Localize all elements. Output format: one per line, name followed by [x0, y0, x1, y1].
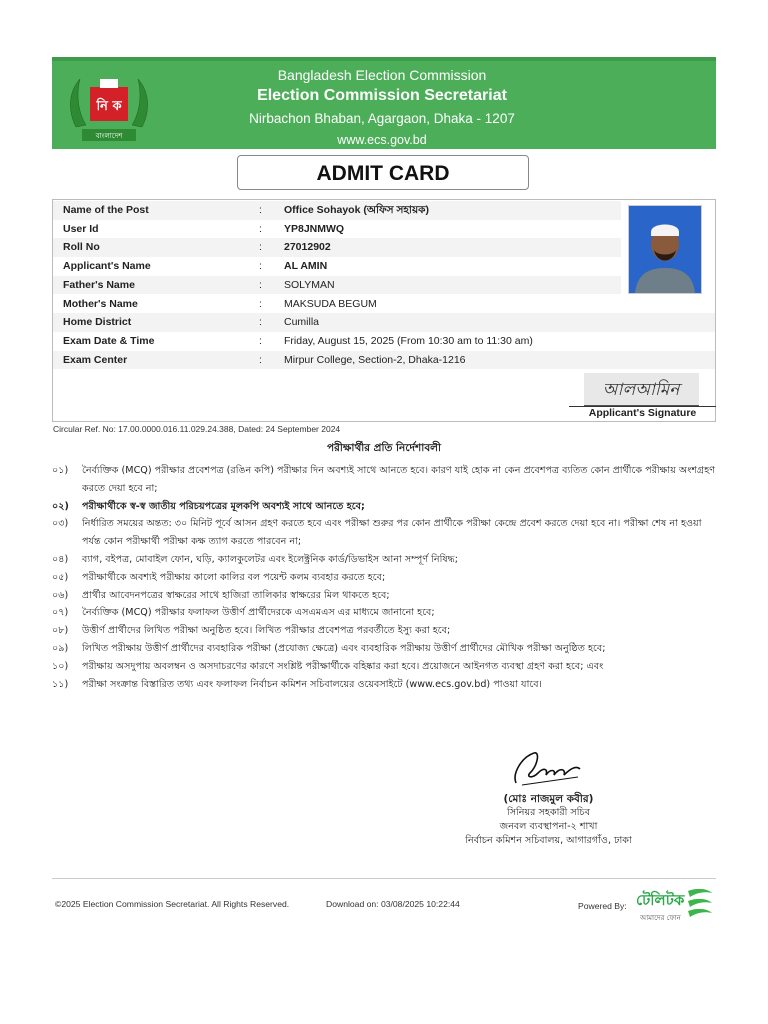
- info-row: [53, 313, 715, 332]
- info-colon: :: [259, 260, 262, 273]
- svg-text:আলআমিন: আলআমিন: [602, 380, 680, 400]
- info-row: [53, 220, 621, 239]
- teletalk-wordmark: টেলিটক: [636, 891, 685, 909]
- info-value: SOLYMAN: [284, 278, 335, 291]
- info-colon: :: [259, 278, 262, 291]
- instruction-item: [52, 587, 718, 605]
- info-colon: :: [259, 316, 262, 329]
- instruction-item: [52, 676, 718, 694]
- info-colon: :: [259, 297, 262, 310]
- instructions-title: পরীক্ষার্থীর প্রতি নির্দেশাবলী: [326, 442, 441, 454]
- authority-branch: জনবল ব্যবস্থাপনা-২ শাখা: [499, 821, 598, 832]
- info-label: Exam Date & Time: [63, 334, 155, 347]
- info-value: MAKSUDA BEGUM: [284, 297, 377, 310]
- instruction-text: নৈর্ব্যক্তিক (MCQ) পরীক্ষার ফলাফল উত্তীর্ণ প্রার্থীদেরকে এসএমএস এর মাধ্যমে জানানো হবে;: [82, 607, 435, 619]
- teletalk-icon: [684, 885, 714, 921]
- header-line-website: www.ecs.gov.bd: [337, 133, 427, 147]
- footer-download-time: Download on: 03/08/2025 10:22:44: [326, 899, 460, 909]
- info-row: [53, 238, 621, 257]
- authority-designation: সিনিয়র সহকারী সচিব: [506, 807, 591, 818]
- instruction-item: [52, 658, 718, 676]
- info-row: [53, 332, 715, 351]
- admit-card-title: ADMIT CARD: [237, 155, 529, 190]
- info-colon: :: [259, 334, 262, 347]
- info-value: 27012902: [284, 241, 331, 254]
- info-value: YP8JNMWQ: [284, 222, 345, 235]
- instruction-item: [52, 604, 718, 622]
- info-label: Name of the Post: [63, 204, 149, 216]
- info-value: Mirpur College, Section-2, Dhaka-1216: [284, 353, 466, 366]
- instruction-text: পরীক্ষায় অসদুপায় অবলম্বন ও অসদাচরণের কারণে সংশ্লিষ্ট পরীক্ষার্থীকে বহিষ্কার করা হবে। প্রয়োজনে আইনগত ব্যবস্থা গ্রহণ করা হবে; এবং: [82, 660, 604, 672]
- header-line-commission: Bangladesh Election Commission: [277, 67, 487, 83]
- instruction-item: [52, 498, 718, 516]
- applicant-info-panel: [52, 199, 716, 422]
- applicant-signature-image: [584, 373, 699, 406]
- instruction-text: ব্যাগ, বইপত্র, মোবাইল ফোন, ঘড়ি, ক্যালকুলেটর এবং ইলেক্ট্রনিক কার্ড/ডিভাইস আনা সম্পূর্ণ নিষিদ্ধ;: [82, 553, 458, 565]
- info-value: Office Sohayok (অফিস সহায়ক): [284, 204, 430, 216]
- instruction-text: প্রার্থীর আবেদনপত্রের স্বাক্ষরের সাথে হাজিরা তালিকার স্বাক্ষরের মিল থাকতে হবে;: [82, 589, 390, 601]
- info-value: Friday, August 15, 2025 (From 10:30 am to 11:30 am): [284, 334, 533, 347]
- info-label: Father's Name: [63, 278, 135, 291]
- teletalk-tagline: আমাদের ফোন: [640, 914, 681, 922]
- authority-name: (মোঃ নাজমুল কবীর): [503, 793, 594, 805]
- instruction-number: ০৬): [52, 589, 69, 601]
- authority-signature: [508, 743, 588, 789]
- instruction-number: ০৮): [52, 625, 69, 637]
- instruction-number: ১১): [52, 678, 69, 690]
- instruction-item: [52, 551, 718, 569]
- instruction-text: পরীক্ষার্থীকে অবশ্যই পরীক্ষায় কালো কালির বল পয়েন্ট কলম ব্যবহার করতে হবে;: [82, 571, 386, 583]
- instruction-number: ০৪): [52, 553, 69, 565]
- applicant-photo: [628, 205, 702, 294]
- instruction-number: ০৯): [52, 642, 69, 654]
- info-label: Mother's Name: [63, 297, 138, 310]
- header-line-address: Nirbachon Bhaban, Agargaon, Dhaka - 1207: [249, 111, 515, 126]
- info-colon: :: [259, 204, 262, 216]
- svg-text:নি ক: নি ক: [96, 99, 122, 114]
- header-line-secretariat: Election Commission Secretariat: [257, 87, 507, 104]
- instruction-text: পরীক্ষার্থীকে স্ব-স্ব জাতীয় পরিচয়পত্রের মূলকপি অবশ্যই সাথে আনতে হবে;: [82, 500, 365, 512]
- info-row: [53, 201, 621, 220]
- instructions-list: [52, 462, 718, 693]
- teletalk-logo: [636, 885, 718, 925]
- powered-by-label: Powered By:: [578, 901, 627, 911]
- instruction-number: ০৭): [52, 607, 69, 619]
- instruction-number: ০১): [52, 465, 69, 476]
- instruction-number: ১০): [52, 660, 69, 672]
- instruction-item: [52, 569, 718, 587]
- info-label: User Id: [63, 222, 99, 235]
- instruction-text: উত্তীর্ণ প্রার্থীদের লিখিত পরীক্ষা অনুষ্ঠিত হবে। লিখিত পরীক্ষার প্রবেশপত্র পরবর্তীতে ইস্যু করা হবে;: [82, 625, 451, 637]
- instruction-text: নৈর্ব্যক্তিক (MCQ) পরীক্ষার প্রবেশপত্র (রঙিন কপি) পরীক্ষার দিন অবশ্যই সাথে আনতে হবে। কারণ যাই হোক না কেন প্রবেশপত্র ব্যতিত কোন প্রার্থীকে পরীক্ষায় অংশগ্রহণ করতে দেয়া হবে না;: [82, 465, 716, 494]
- instruction-item: [52, 515, 718, 551]
- applicant-signature-label: Applicant's Signature: [569, 406, 716, 419]
- instruction-item: [52, 622, 718, 640]
- authority-block: [440, 792, 657, 848]
- footer-copyright: ©2025 Election Commission Secretariat. All Rights Reserved.: [55, 899, 290, 909]
- info-colon: :: [259, 222, 262, 235]
- info-colon: :: [259, 241, 262, 254]
- footer-divider: [52, 878, 716, 879]
- info-value: AL AMIN: [284, 260, 328, 273]
- svg-text:বাংলাদেশ: বাংলাদেশ: [95, 132, 123, 140]
- instruction-number: ০২): [52, 500, 69, 512]
- instruction-number: ০৩): [52, 518, 69, 530]
- instruction-text: লিখিত পরীক্ষায় উত্তীর্ণ প্রার্থীদের ব্যবহারিক পরীক্ষা (প্রযোজ্য ক্ষেত্রে) এবং ব্যবহারিক পরীক্ষায় উত্তীর্ণ প্রার্থীদের মৌখিক পরীক্ষা অনুষ্ঠিত হবে;: [82, 642, 606, 654]
- info-value: Cumilla: [284, 316, 320, 329]
- info-label: Exam Center: [63, 353, 128, 366]
- instruction-text: নির্ধারিত সময়ের অন্তত: ৩০ মিনিট পূর্বে আসন গ্রহণ করতে হবে এবং পরীক্ষা শুরুর পর কোন প্রার্থীকে পরীক্ষা কেন্দ্রে প্রবেশ করতে দেয়া হবে না। পরীক্ষা শেষ না হওয়া পর্যন্ত কোন পরীক্ষার্থী পরীক্ষা কক্ষ ত্যাগ করতে পারবেন না;: [82, 518, 702, 548]
- instruction-item: [52, 640, 718, 658]
- info-row: [53, 276, 621, 295]
- header-banner: [52, 57, 716, 149]
- instruction-text: পরীক্ষা সংক্রান্ত বিস্তারিত তথ্য এবং ফলাফল নির্বাচন কমিশন সচিবালয়ের ওয়েবসাইটে (www.ecs.gov.bd) পাওয়া যাবে।: [82, 678, 542, 690]
- info-row: [53, 295, 715, 314]
- circular-reference: Circular Ref. No: 17.00.0000.016.11.029.24.388, Dated: 24 September 2024: [53, 424, 341, 434]
- election-commission-logo: [66, 67, 152, 147]
- info-colon: :: [259, 353, 262, 366]
- authority-office: নির্বাচন কমিশন সচিবালয়, আগারগাঁও, ঢাকা: [465, 835, 632, 846]
- info-label: Roll No: [63, 241, 100, 254]
- info-row: [53, 351, 715, 370]
- instruction-item: [52, 462, 718, 498]
- info-label: Applicant's Name: [63, 260, 151, 273]
- instruction-number: ০৫): [52, 571, 69, 583]
- info-label: Home District: [63, 316, 132, 329]
- info-row: [53, 257, 621, 276]
